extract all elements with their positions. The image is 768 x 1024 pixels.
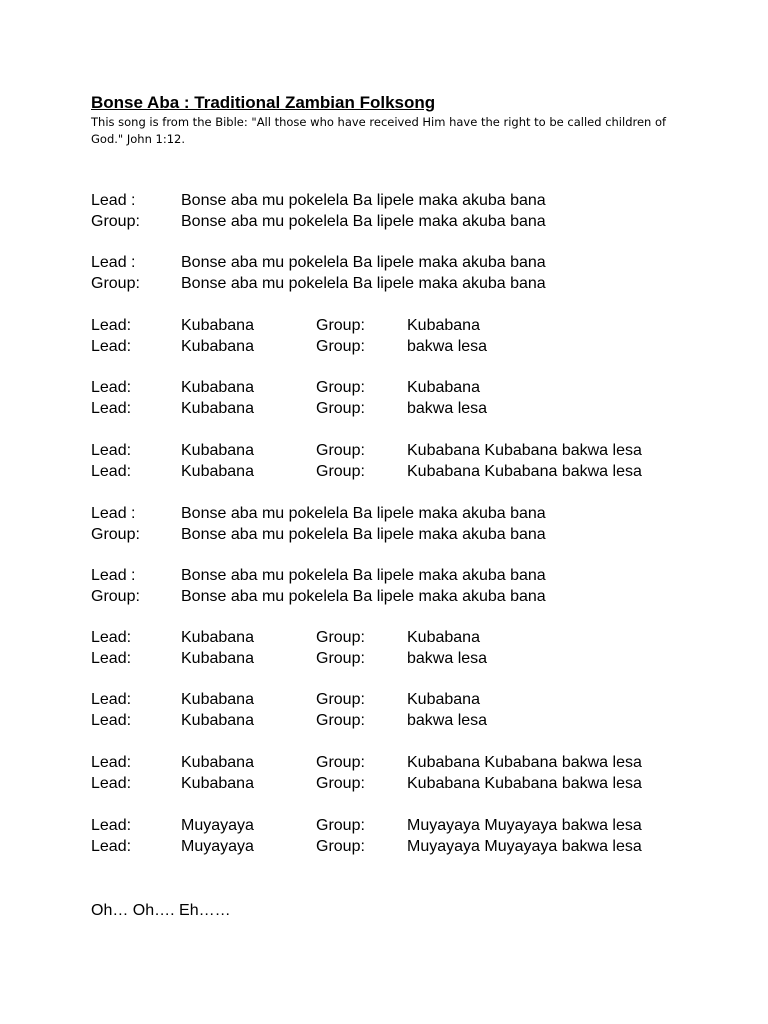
lyric-role: Lead : — [91, 505, 136, 522]
lyric-line — [0, 752, 768, 774]
lyric-group-text: Muyayaya Muyayaya bakwa lesa — [407, 817, 642, 834]
lyric-text: Bonse aba mu pokelela Ba lipele maka akuba bana — [181, 567, 546, 584]
lyric-line — [0, 773, 768, 795]
lyric-group-role: Group: — [316, 775, 365, 792]
lyric-role: Lead : — [91, 567, 136, 584]
lyric-line — [0, 336, 768, 358]
lyric-lead-text: Kubabana — [181, 775, 254, 792]
lyric-role: Lead: — [91, 817, 132, 834]
lyric-line — [0, 627, 768, 649]
lyric-line — [0, 315, 768, 337]
lyric-role: Lead: — [91, 338, 132, 355]
lyric-line — [0, 503, 768, 525]
lyric-group-text: Kubabana — [407, 691, 480, 708]
lyric-text: Bonse aba mu pokelela Ba lipele maka akuba bana — [181, 213, 546, 230]
lyric-group-text: bakwa lesa — [407, 650, 488, 667]
lyric-lead-text: Kubabana — [181, 463, 254, 480]
lyric-group-role: Group: — [316, 629, 365, 646]
lyric-line — [0, 689, 768, 711]
lyric-role: Lead: — [91, 712, 132, 729]
lyric-lead-text: Kubabana — [181, 317, 254, 334]
lyric-group-role: Group: — [316, 400, 365, 417]
lyric-group-text: Kubabana Kubabana bakwa lesa — [407, 463, 642, 480]
lyric-line — [0, 836, 768, 858]
lyric-lead-text: Kubabana — [181, 691, 254, 708]
lyric-lead-text: Kubabana — [181, 442, 254, 459]
lyric-role: Group: — [91, 213, 140, 230]
lyric-line — [0, 815, 768, 837]
lyric-group-role: Group: — [316, 317, 365, 334]
lyric-text: Bonse aba mu pokelela Ba lipele maka akuba bana — [181, 192, 546, 209]
lyric-line — [0, 524, 768, 546]
lyric-role: Group: — [91, 275, 140, 292]
lyric-group-role: Group: — [316, 754, 365, 771]
lyric-group-role: Group: — [316, 838, 365, 855]
lyric-lead-text: Kubabana — [181, 379, 254, 396]
lyric-line — [0, 273, 768, 295]
lyric-group-text: Kubabana Kubabana bakwa lesa — [407, 442, 642, 459]
lyric-lead-text: Kubabana — [181, 338, 254, 355]
lyric-group-role: Group: — [316, 691, 365, 708]
lyric-text: Bonse aba mu pokelela Ba lipele maka akuba bana — [181, 275, 546, 292]
lyric-line — [0, 648, 768, 670]
lyric-lead-text: Kubabana — [181, 754, 254, 771]
lyric-group-role: Group: — [316, 650, 365, 667]
song-outro: Oh… Oh…. Eh…… — [91, 902, 231, 919]
lyric-role: Lead: — [91, 400, 132, 417]
lyric-group-text: Kubabana Kubabana bakwa lesa — [407, 754, 642, 771]
lyric-role: Lead: — [91, 317, 132, 334]
lyric-role: Lead: — [91, 629, 132, 646]
lyric-text: Bonse aba mu pokelela Ba lipele maka akuba bana — [181, 505, 546, 522]
song-title: Bonse Aba : Traditional Zambian Folksong — [91, 93, 436, 112]
lyric-group-text: Kubabana — [407, 629, 480, 646]
lyric-role: Lead: — [91, 442, 132, 459]
lyric-text: Bonse aba mu pokelela Ba lipele maka akuba bana — [181, 526, 546, 543]
lyric-line — [0, 565, 768, 587]
lyric-line — [0, 586, 768, 608]
lyric-group-role: Group: — [316, 338, 365, 355]
lyric-line — [0, 377, 768, 399]
lyric-group-role: Group: — [316, 463, 365, 480]
lyric-role: Lead: — [91, 650, 132, 667]
lyric-lead-text: Kubabana — [181, 650, 254, 667]
lyric-role: Lead: — [91, 691, 132, 708]
lyric-group-role: Group: — [316, 817, 365, 834]
lyric-group-text: Kubabana — [407, 317, 480, 334]
lyric-line — [0, 710, 768, 732]
lyric-group-text: Muyayaya Muyayaya bakwa lesa — [407, 838, 642, 855]
lyric-role: Lead: — [91, 379, 132, 396]
lyric-group-text: Kubabana — [407, 379, 480, 396]
lyric-line — [0, 461, 768, 483]
lyric-role: Lead : — [91, 254, 136, 271]
lyric-text: Bonse aba mu pokelela Ba lipele maka akuba bana — [181, 254, 546, 271]
lyric-lead-text: Muyayaya — [181, 817, 254, 834]
lyric-lead-text: Kubabana — [181, 629, 254, 646]
lyric-role: Lead: — [91, 838, 132, 855]
lyric-group-role: Group: — [316, 712, 365, 729]
lyric-lead-text: Muyayaya — [181, 838, 254, 855]
song-subtitle: This song is from the Bible: "All those who have received Him have the right to be called children of God." John 1:12. — [91, 115, 667, 146]
lyric-line — [0, 190, 768, 212]
lyric-group-role: Group: — [316, 379, 365, 396]
lyric-group-role: Group: — [316, 442, 365, 459]
lyric-lead-text: Kubabana — [181, 712, 254, 729]
lyric-text: Bonse aba mu pokelela Ba lipele maka akuba bana — [181, 588, 546, 605]
lyric-role: Lead: — [91, 463, 132, 480]
lyric-group-text: bakwa lesa — [407, 338, 488, 355]
lyric-role: Group: — [91, 588, 140, 605]
lyric-line — [0, 211, 768, 233]
lyric-group-text: Kubabana Kubabana bakwa lesa — [407, 775, 642, 792]
lyric-line — [0, 252, 768, 274]
lyric-role: Lead: — [91, 754, 132, 771]
lyric-lead-text: Kubabana — [181, 400, 254, 417]
lyric-group-text: bakwa lesa — [407, 400, 488, 417]
lyric-line — [0, 398, 768, 420]
lyric-line — [0, 440, 768, 462]
lyric-role: Lead: — [91, 775, 132, 792]
lyric-group-text: bakwa lesa — [407, 712, 488, 729]
lyric-role: Group: — [91, 526, 140, 543]
lyric-role: Lead : — [91, 192, 136, 209]
